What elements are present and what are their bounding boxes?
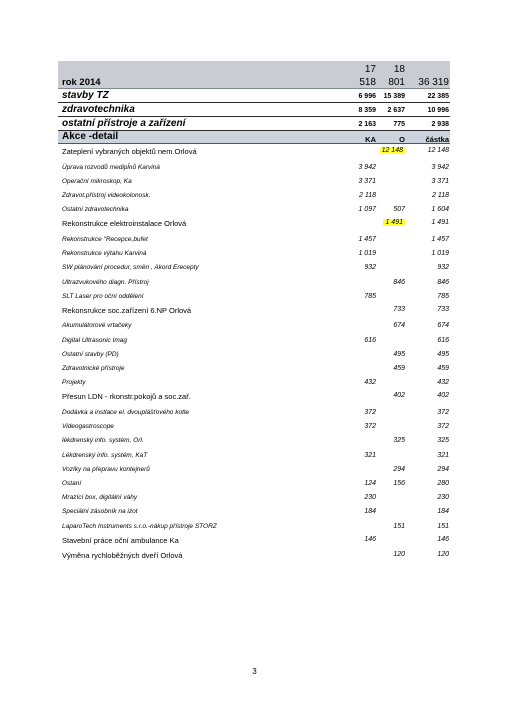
item-castka: 674 xyxy=(437,322,449,330)
item-ka: 616 xyxy=(364,336,376,344)
item-label: SW plánování procedur, směn , Akord Erecepty xyxy=(62,264,199,272)
table-row xyxy=(58,490,450,504)
item-castka: 1 491 xyxy=(431,219,449,227)
ka-column-header: KA xyxy=(365,135,376,144)
category-castka: 10 996 xyxy=(427,107,449,114)
table-row xyxy=(58,333,450,347)
item-label: Rekonstrukce "Recepce,bufet xyxy=(62,235,148,243)
item-ka: 3 371 xyxy=(358,177,376,185)
item-label: Speciální zásobník na izot xyxy=(62,508,138,516)
detail-section-header xyxy=(58,131,450,144)
table-row xyxy=(58,347,450,361)
item-label: Digital Ultrasonic Imag xyxy=(62,336,128,344)
item-label: Rekonsrukce soc.zařízení 6.NP Orlová xyxy=(62,305,192,315)
item-castka: 3 942 xyxy=(431,163,449,171)
table-row xyxy=(58,174,450,188)
category-label: zdravotechnika xyxy=(62,104,135,115)
item-ka: 432 xyxy=(364,379,376,387)
item-label: Úprava rozvodů medipĺnů Karviná xyxy=(62,163,160,171)
category-row xyxy=(58,103,450,117)
category-ka: 8 359 xyxy=(358,107,376,114)
item-o: 846 xyxy=(393,278,405,286)
item-castka: 184 xyxy=(437,508,449,516)
item-ka: 146 xyxy=(364,535,376,543)
item-ka: 1 019 xyxy=(358,250,376,258)
table-row xyxy=(58,419,450,433)
item-ka: 321 xyxy=(364,451,376,459)
table-row xyxy=(58,202,450,216)
table-row xyxy=(58,289,450,303)
item-castka: 495 xyxy=(437,350,449,358)
table-row xyxy=(58,246,450,260)
table-row xyxy=(58,405,450,419)
item-label: Rekonstrukce elektroinstalace Orlová xyxy=(62,219,187,229)
item-label: Zdravotnické přístroje xyxy=(62,365,125,373)
item-castka: 230 xyxy=(437,494,449,502)
category-o: 775 xyxy=(393,121,405,128)
table-row xyxy=(58,433,450,447)
item-ka: 785 xyxy=(364,292,376,300)
item-label: Ostaní xyxy=(62,479,82,487)
item-o: 674 xyxy=(393,322,405,330)
item-castka: 372 xyxy=(437,423,449,431)
item-label: Zateplení vybraných objektů nem.Orlová xyxy=(62,147,197,156)
category-row xyxy=(58,117,450,131)
section-label: Akce -detail xyxy=(62,131,119,142)
item-o: 120 xyxy=(393,551,405,559)
table-row xyxy=(58,232,450,246)
category-castka: 22 385 xyxy=(427,93,449,100)
o-header-bottom: 801 xyxy=(388,77,405,88)
item-ka: 184 xyxy=(364,508,376,516)
table-row xyxy=(58,160,450,174)
category-label: ostatní přístroje a zařízení xyxy=(62,118,186,129)
item-label: Akumulátorové vrtačeky xyxy=(62,322,132,330)
item-o: 1 491 xyxy=(385,219,403,227)
table-row xyxy=(58,548,450,564)
page-number: 3 xyxy=(252,667,257,676)
table-row xyxy=(58,504,450,518)
item-label: Projekty xyxy=(62,379,86,387)
item-castka: 294 xyxy=(437,465,449,473)
item-ka: 372 xyxy=(364,409,376,416)
item-label: Videogastroscope xyxy=(62,423,114,431)
item-o: 459 xyxy=(393,365,405,373)
item-label: LaparoTech Instruments s.r.o.-nákup přístroje STORZ xyxy=(62,522,217,530)
table-row xyxy=(58,519,450,533)
item-castka: 321 xyxy=(437,451,449,459)
item-castka: 2 118 xyxy=(432,191,449,199)
summary-table xyxy=(58,61,450,564)
category-o: 2 637 xyxy=(387,107,405,114)
table-row xyxy=(58,216,450,232)
item-label: Dodávka a instlace el. dvouplášťového kotle xyxy=(62,409,189,416)
header-values-row xyxy=(58,61,450,77)
category-label: stavby TZ xyxy=(62,90,109,101)
category-row xyxy=(58,89,450,103)
item-ka: 3 942 xyxy=(358,163,376,171)
category-castka: 2 938 xyxy=(431,121,449,128)
year-row xyxy=(58,77,450,89)
item-label: Vozíky na přepravu kontejnerů xyxy=(62,465,150,473)
grand-total: 36 319 xyxy=(418,77,449,88)
item-label: Ostatní stavby (PD) xyxy=(62,350,119,358)
item-o: 495 xyxy=(393,350,405,358)
item-o: 151 xyxy=(393,522,405,530)
table-row xyxy=(58,275,450,289)
item-castka: 846 xyxy=(437,278,449,286)
item-o: 402 xyxy=(393,392,405,400)
item-castka: 1 457 xyxy=(431,235,449,243)
item-o: 325 xyxy=(393,437,405,445)
table-row xyxy=(58,361,450,375)
table-row xyxy=(58,303,450,319)
item-ka: 124 xyxy=(364,479,376,487)
item-castka: 151 xyxy=(437,522,449,530)
item-label: Stavební práce oční ambulance Ka xyxy=(62,535,179,545)
castka-column-header: částka xyxy=(425,135,449,144)
item-castka: 402 xyxy=(437,392,449,400)
table-row xyxy=(58,260,450,274)
item-castka: 120 xyxy=(437,551,449,559)
item-o: 733 xyxy=(393,305,405,313)
item-castka: 785 xyxy=(437,292,449,300)
table-row xyxy=(58,448,450,462)
o-column-header: O xyxy=(399,135,405,144)
item-label: Ultrazvukového diagn. Přístroj xyxy=(62,278,149,286)
item-label: lékdrenský info. systém, Orl. xyxy=(62,437,144,445)
item-label: Rekonstrukce výtahu Karviná xyxy=(62,250,147,258)
item-label: Přesun LDN - rkonstr.pokojů a soc.zař. xyxy=(62,392,191,402)
item-label: SLT Laser pro oční oddělení xyxy=(62,292,144,300)
item-label: Mrazící box, digitální váhy xyxy=(62,494,138,502)
item-ka: 2 118 xyxy=(359,191,376,199)
item-ka: 1 097 xyxy=(358,206,376,214)
year-label: rok 2014 xyxy=(62,77,101,88)
item-label: Ostatní zdravotechnika xyxy=(62,206,129,214)
item-castka: 1 019 xyxy=(431,250,449,258)
item-ka: 1 457 xyxy=(358,235,376,243)
item-o: 507 xyxy=(393,206,405,214)
item-ka: 932 xyxy=(364,264,376,272)
table-row xyxy=(58,144,450,160)
category-o: 15 389 xyxy=(383,93,405,100)
table-row xyxy=(58,389,450,405)
item-castka: 932 xyxy=(437,264,449,272)
ka-header-bottom: 518 xyxy=(359,77,376,88)
item-castka: 432 xyxy=(437,379,449,387)
item-label: Zdravot.přístroj videokolonosk. xyxy=(62,191,151,199)
category-ka: 2 163 xyxy=(358,121,376,128)
item-castka: 616 xyxy=(437,336,449,344)
table-row xyxy=(58,188,450,202)
item-ka: 372 xyxy=(364,423,376,431)
item-o: 294 xyxy=(393,465,405,473)
item-label: Výměna rychloběžných dveří Orlová xyxy=(62,551,183,561)
table-row xyxy=(58,462,450,476)
item-o: 156 xyxy=(393,479,405,487)
item-o: 12 148 xyxy=(381,147,403,154)
item-castka: 146 xyxy=(437,535,449,543)
item-castka: 325 xyxy=(437,437,449,445)
item-label: Operační mikroskop, Ka xyxy=(62,177,132,185)
table-row xyxy=(58,318,450,332)
category-ka: 6 996 xyxy=(358,93,376,100)
item-castka: 3 371 xyxy=(431,177,449,185)
item-ka: 230 xyxy=(364,494,376,502)
table-row xyxy=(58,533,450,549)
item-castka: 1 604 xyxy=(431,206,449,214)
table-row xyxy=(58,476,450,490)
item-castka: 733 xyxy=(437,305,449,313)
table-row xyxy=(58,375,450,389)
o-header-top: 18 xyxy=(393,64,405,75)
item-castka: 12 148 xyxy=(427,147,449,154)
item-castka: 372 xyxy=(437,409,449,416)
item-castka: 280 xyxy=(437,479,449,487)
item-castka: 459 xyxy=(437,365,449,373)
item-label: Lékdrenský info. systém, KaT xyxy=(62,451,148,459)
ka-header-top: 17 xyxy=(364,64,376,75)
